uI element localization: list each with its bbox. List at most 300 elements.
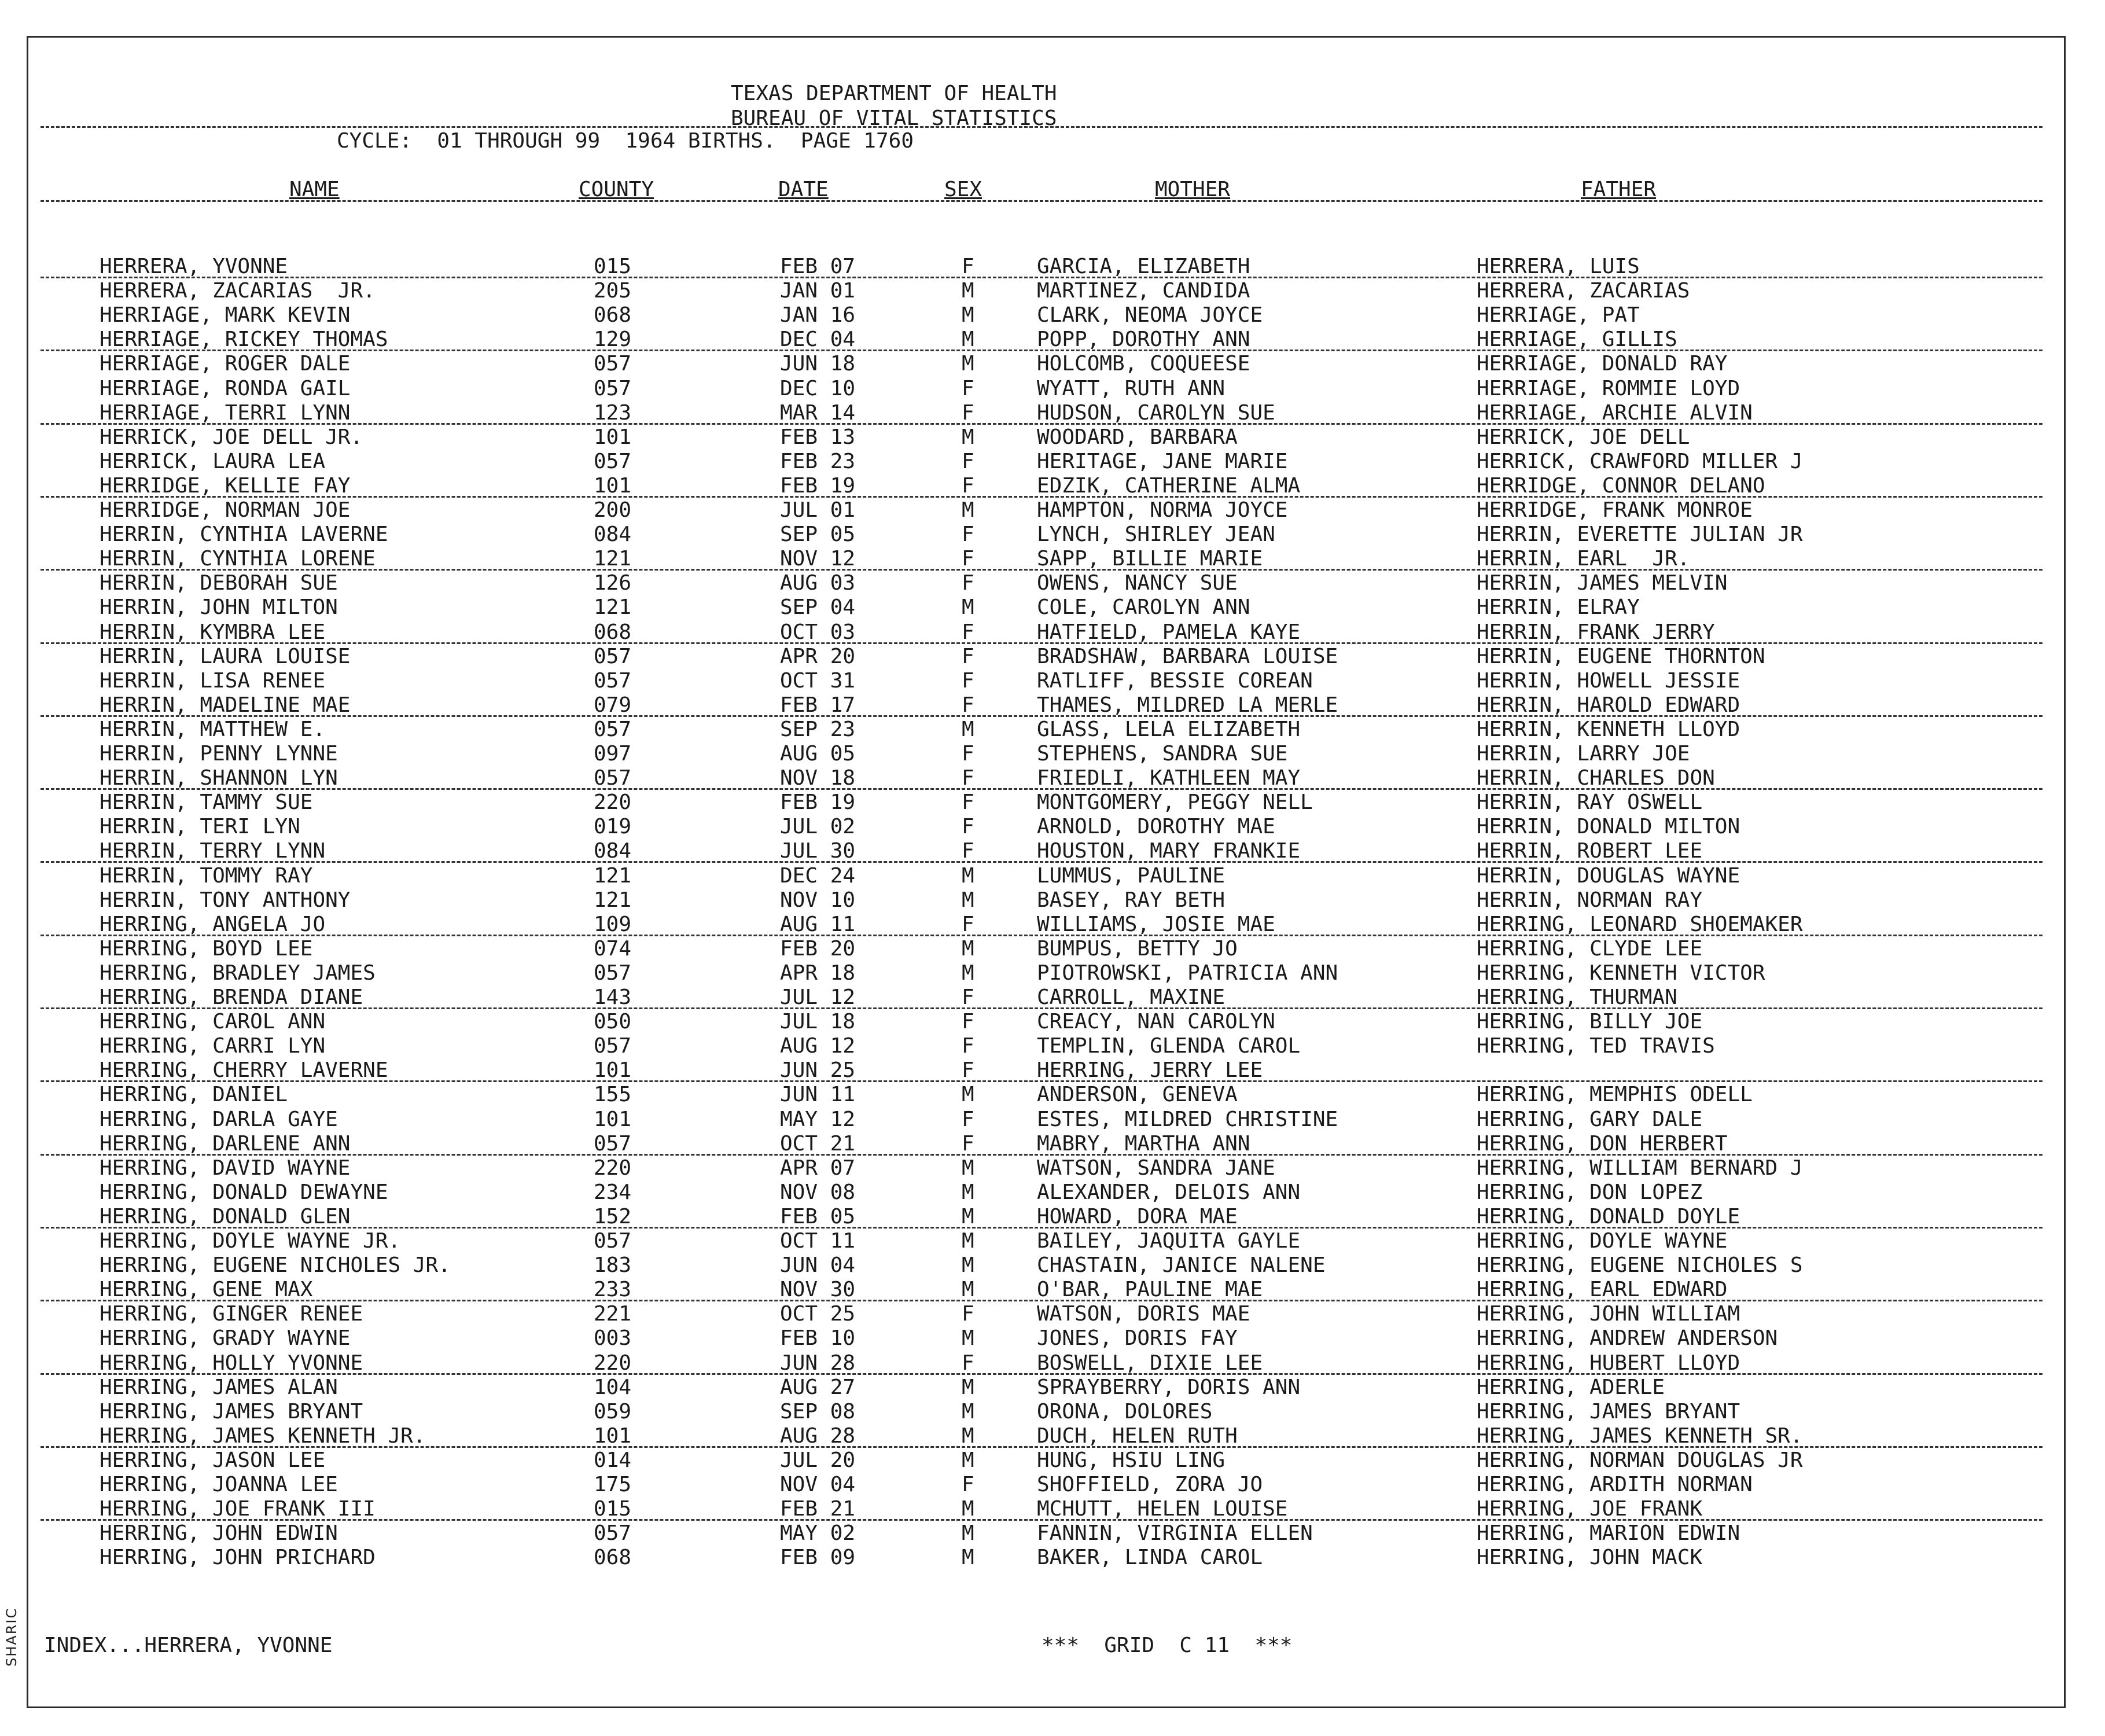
cell-date: AUG 12 [780,1034,856,1058]
cell-name: HERRIN, PENNY LYNNE [100,742,338,766]
cell-mother: LYNCH, SHIRLEY JEAN [1037,523,1275,547]
cell-name: HERRING, DARLA GAYE [100,1107,338,1131]
cell-father: HERRIAGE, ROMMIE LOYD [1477,376,1740,400]
cell-date: JUN 28 [780,1351,856,1375]
cell-name: HERRING, DONALD GLEN [100,1204,351,1229]
cell-name: HERRING, JOANNA LEE [100,1473,338,1496]
cell-father: HERRING, THURMAN [1477,985,1677,1009]
cell-sex: M [962,863,974,888]
cell-county: 057 [594,1229,632,1253]
cell-mother: HUNG, HSIU LING [1037,1448,1226,1472]
cell-father: HERRING, EARL EDWARD [1477,1278,1728,1302]
cell-mother: WOODARD, BARBARA [1037,425,1238,449]
cell-sex: M [962,888,974,912]
cell-sex: M [962,1156,974,1180]
cell-father: HERRING, MEMPHIS ODELL [1477,1083,1753,1107]
cell-name: HERRING, DAVID WAYNE [100,1156,351,1180]
cell-father: HERRICK, JOE DELL [1477,425,1690,449]
cell-date: JUL 20 [780,1448,856,1472]
cell-county: 015 [594,255,632,278]
cell-county: 121 [594,547,632,571]
cell-father: HERRIN, CHARLES DON [1477,766,1715,790]
cell-name: HERRIN, CYNTHIA LAVERNE [100,523,388,547]
cell-name: HERRIN, TERRY LYNN [100,839,326,863]
cell-date: AUG 28 [780,1424,856,1448]
cell-county: 200 [594,498,632,522]
cell-date: APR 20 [780,644,856,668]
cell-mother: TEMPLIN, GLENDA CAROL [1037,1034,1301,1058]
cell-date: FEB 13 [780,425,856,449]
cell-sex: F [962,620,974,644]
table-row [0,742,2105,766]
cell-date: NOV 10 [780,888,856,912]
cell-sex: F [962,985,974,1009]
cell-mother: HATFIELD, PAMELA KAYE [1037,620,1301,644]
table-row [0,352,2105,376]
cell-name: HERRING, DANIEL [100,1083,288,1107]
cell-sex: F [962,1131,974,1156]
cell-father: HERRING, ARDITH NORMAN [1477,1473,1753,1496]
cell-date: JUL 01 [780,498,856,522]
cell-sex: M [962,328,974,352]
cell-date: APR 07 [780,1156,856,1180]
cell-sex: F [962,1351,974,1375]
cell-mother: BRADSHAW, BARBARA LOUISE [1037,644,1338,668]
cell-name: HERRIN, TERI LYN [100,815,300,839]
cell-mother: HOWARD, DORA MAE [1037,1204,1238,1229]
cell-date: MAR 14 [780,400,856,425]
cell-county: 014 [594,1448,632,1472]
table-row [0,1375,2105,1400]
cell-date: AUG 11 [780,912,856,936]
cell-sex: F [962,1473,974,1496]
cell-name: HERRING, JOE FRANK III [100,1497,376,1521]
cell-county: 205 [594,279,632,303]
cell-sex: M [962,1448,974,1472]
column-header-county: COUNTY [579,178,654,201]
table-row [0,985,2105,1010]
cell-county: 129 [594,328,632,352]
cell-sex: F [962,1058,974,1083]
cell-father: HERRING, JAMES KENNETH SR. [1477,1424,1803,1448]
cell-mother: ARNOLD, DOROTHY MAE [1037,815,1275,839]
cell-father: HERRING, JAMES BRYANT [1477,1399,1740,1424]
cell-date: AUG 27 [780,1375,856,1399]
cell-date: NOV 12 [780,547,856,571]
table-row [0,913,2105,937]
cell-sex: F [962,473,974,498]
cell-mother: OWENS, NANCY SUE [1037,571,1238,595]
cell-date: JUL 18 [780,1010,856,1034]
table-row [0,1424,2105,1448]
table-row [0,377,2105,401]
cell-county: 175 [594,1473,632,1496]
cell-name: HERRERA, ZACARIAS JR. [100,279,376,303]
cell-mother: BASEY, RAY BETH [1037,888,1226,912]
cell-mother: CREACY, NAN CAROLYN [1037,1010,1275,1034]
table-row [0,1448,2105,1473]
cell-county: 183 [594,1253,632,1278]
row-separator [41,277,2043,278]
cell-date: OCT 31 [780,668,856,693]
cell-name: HERRING, CHERRY LAVERNE [100,1058,388,1083]
bureau-title: BUREAU OF VITAL STATISTICS [731,106,1057,130]
cell-mother: MABRY, MARTHA ANN [1037,1131,1250,1156]
cell-mother: WATSON, SANDRA JANE [1037,1156,1275,1180]
cell-mother: SAPP, BILLIE MARIE [1037,547,1263,571]
cell-name: HERRING, GRADY WAYNE [100,1326,351,1351]
cell-name: HERRIN, JOHN MILTON [100,595,338,620]
row-separator [41,496,2043,498]
table-row [0,1253,2105,1278]
cell-sex: F [962,255,974,278]
cell-date: FEB 07 [780,255,856,278]
cell-date: SEP 23 [780,717,856,741]
table-row [0,523,2105,547]
cell-county: 233 [594,1278,632,1302]
cell-county: 068 [594,620,632,644]
cell-name: HERRING, DARLENE ANN [100,1131,351,1156]
cell-date: SEP 04 [780,595,856,620]
cell-county: 109 [594,912,632,936]
cell-name: HERRING, CARRI LYN [100,1034,326,1058]
cell-name: HERRING, HOLLY YVONNE [100,1351,363,1375]
cell-name: HERRIDGE, NORMAN JOE [100,498,351,522]
cell-date: JUL 02 [780,815,856,839]
cell-mother: WILLIAMS, JOSIE MAE [1037,912,1275,936]
cell-date: FEB 09 [780,1546,856,1570]
cell-name: HERRIDGE, KELLIE FAY [100,473,351,498]
cell-county: 057 [594,644,632,668]
cell-mother: PIOTROWSKI, PATRICIA ANN [1037,961,1338,985]
cell-date: FEB 23 [780,449,856,473]
cell-county: 155 [594,1083,632,1107]
cell-sex: M [962,352,974,376]
cell-date: DEC 04 [780,328,856,352]
cell-father: HERRIN, ELRAY [1477,595,1640,620]
cell-name: HERRIN, DEBORAH SUE [100,571,338,595]
table-row [0,1546,2105,1570]
cell-county: 057 [594,1034,632,1058]
cell-sex: M [962,279,974,303]
cell-father: HERRING, WILLIAM BERNARD J [1477,1156,1803,1180]
cell-name: HERRING, JAMES BRYANT [100,1399,363,1424]
row-separator [41,569,2043,571]
column-header-date: DATE [778,178,829,201]
cell-date: SEP 05 [780,523,856,547]
cell-sex: M [962,1424,974,1448]
table-row [0,303,2105,328]
table-row [0,1034,2105,1058]
table-row [0,1010,2105,1034]
table-row [0,1205,2105,1229]
table-row [0,864,2105,888]
table-row [0,1497,2105,1521]
cell-date: FEB 20 [780,936,856,961]
cell-county: 079 [594,693,632,717]
row-separator [41,350,2043,351]
cell-county: 220 [594,790,632,815]
cell-sex: F [962,523,974,547]
table-row [0,255,2105,279]
row-separator [41,1373,2043,1375]
table-row [0,669,2105,693]
row-separator [41,1446,2043,1448]
cell-county: 126 [594,571,632,595]
cell-mother: ALEXANDER, DELOIS ANN [1037,1180,1301,1204]
cell-name: HERRIN, CYNTHIA LORENE [100,547,376,571]
cell-name: HERRING, CAROL ANN [100,1010,326,1034]
table-row [0,961,2105,985]
cell-father: HERRIN, HAROLD EDWARD [1477,693,1740,717]
cell-sex: F [962,1302,974,1326]
table-row [0,571,2105,595]
cell-mother: GARCIA, ELIZABETH [1037,255,1250,278]
cell-date: NOV 18 [780,766,856,790]
cell-county: 121 [594,595,632,620]
cell-mother: POPP, DOROTHY ANN [1037,328,1250,352]
cell-father: HERRIN, RAY OSWELL [1477,790,1703,815]
cell-county: 101 [594,425,632,449]
cell-date: JUN 04 [780,1253,856,1278]
cell-name: HERRIN, TOMMY RAY [100,863,313,888]
cell-name: HERRIAGE, MARK KEVIN [100,303,351,328]
cell-sex: F [962,400,974,425]
cell-date: JUN 25 [780,1058,856,1083]
cell-county: 221 [594,1302,632,1326]
table-row [0,1058,2105,1083]
cell-mother: GLASS, LELA ELIZABETH [1037,717,1301,741]
cell-date: JUL 30 [780,839,856,863]
cell-sex: F [962,376,974,400]
table-row [0,790,2105,815]
cell-father: HERRIN, EVERETTE JULIAN JR [1477,523,1803,547]
cell-county: 101 [594,473,632,498]
cell-county: 003 [594,1326,632,1351]
cell-date: FEB 10 [780,1326,856,1351]
cell-name: HERRING, JAMES KENNETH JR. [100,1424,426,1448]
cell-sex: M [962,1204,974,1229]
cell-father: HERRIN, DOUGLAS WAYNE [1477,863,1740,888]
cell-county: 059 [594,1399,632,1424]
cell-mother: HOUSTON, MARY FRANKIE [1037,839,1301,863]
table-row [0,1083,2105,1107]
cell-father: HERRIN, JAMES MELVIN [1477,571,1728,595]
cell-date: SEP 08 [780,1399,856,1424]
cell-mother: BAILEY, JAQUITA GAYLE [1037,1229,1301,1253]
cell-county: 220 [594,1156,632,1180]
cell-date: JUL 12 [780,985,856,1009]
table-row [0,766,2105,790]
cell-mother: HERITAGE, JANE MARIE [1037,449,1288,473]
cell-father: HERRING, HUBERT LLOYD [1477,1351,1740,1375]
cell-father: HERRING, ANDREW ANDERSON [1477,1326,1778,1351]
cell-sex: M [962,1229,974,1253]
row-separator [41,1154,2043,1156]
table-row [0,1229,2105,1253]
row-separator [41,1300,2043,1301]
table-row [0,1351,2105,1375]
cycle-line: CYCLE: 01 THROUGH 99 1964 BIRTHS. PAGE 1760 [337,129,914,153]
cell-county: 068 [594,1546,632,1570]
department-title: TEXAS DEPARTMENT OF HEALTH [731,82,1057,105]
cell-father: HERRING, BILLY JOE [1477,1010,1703,1034]
table-row [0,595,2105,620]
cell-sex: F [962,547,974,571]
table-row [0,1180,2105,1205]
cell-date: AUG 03 [780,571,856,595]
table-row [0,1156,2105,1180]
cell-sex: F [962,449,974,473]
cell-mother: FRIEDLI, KATHLEEN MAY [1037,766,1301,790]
cell-father: HERRIN, ROBERT LEE [1477,839,1703,863]
cell-county: 015 [594,1497,632,1521]
cell-mother: DUCH, HELEN RUTH [1037,1424,1238,1448]
table-row [0,1278,2105,1302]
cell-father: HERRIAGE, ARCHIE ALVIN [1477,400,1753,425]
cell-sex: M [962,961,974,985]
cell-date: MAY 12 [780,1107,856,1131]
cell-father: HERRIAGE, PAT [1477,303,1640,328]
cell-father: HERRIN, EUGENE THORNTON [1477,644,1765,668]
row-separator [41,642,2043,644]
cell-sex: M [962,1180,974,1204]
column-header-father: FATHER [1581,178,1657,201]
cell-mother: SHOFFIELD, ZORA JO [1037,1473,1263,1496]
cell-father: HERRING, DON LOPEZ [1477,1180,1703,1204]
cell-county: 057 [594,961,632,985]
cell-mother: EDZIK, CATHERINE ALMA [1037,473,1301,498]
cell-date: FEB 21 [780,1497,856,1521]
cell-mother: HOLCOMB, COQUEESE [1037,352,1250,376]
footer-index: INDEX...HERRERA, YVONNE [44,1634,333,1657]
cell-sex: F [962,839,974,863]
table-row [0,1473,2105,1497]
cell-county: 121 [594,888,632,912]
cell-mother: SPRAYBERRY, DORIS ANN [1037,1375,1301,1399]
cell-sex: M [962,498,974,522]
cell-date: JAN 16 [780,303,856,328]
column-header-mother: MOTHER [1155,178,1231,201]
cell-mother: WATSON, DORIS MAE [1037,1302,1250,1326]
cell-date: FEB 05 [780,1204,856,1229]
table-row [0,839,2105,863]
cell-county: 101 [594,1424,632,1448]
cell-sex: M [962,1253,974,1278]
table-row [0,279,2105,303]
cell-date: JUN 11 [780,1083,856,1107]
table-row [0,1326,2105,1351]
row-separator [41,715,2043,717]
cell-sex: M [962,425,974,449]
row-separator [41,423,2043,425]
cell-sex: F [962,1010,974,1034]
cell-mother: MONTGOMERY, PEGGY NELL [1037,790,1313,815]
cell-county: 068 [594,303,632,328]
cell-name: HERRIAGE, RONDA GAIL [100,376,351,400]
cell-date: NOV 08 [780,1180,856,1204]
cell-mother: RATLIFF, BESSIE COREAN [1037,668,1313,693]
cell-sex: M [962,1278,974,1302]
cell-mother: CARROLL, MAXINE [1037,985,1226,1009]
cell-mother: BOSWELL, DIXIE LEE [1037,1351,1263,1375]
cell-date: DEC 10 [780,376,856,400]
cell-father: HERRIN, NORMAN RAY [1477,888,1703,912]
cell-father: HERRERA, ZACARIAS [1477,279,1690,303]
cell-father: HERRING, KENNETH VICTOR [1477,961,1765,985]
cell-sex: F [962,668,974,693]
cell-sex: F [962,1107,974,1131]
cell-date: JAN 01 [780,279,856,303]
cell-date: OCT 03 [780,620,856,644]
cell-county: 101 [594,1058,632,1083]
cell-mother: WYATT, RUTH ANN [1037,376,1226,400]
cell-mother: FANNIN, VIRGINIA ELLEN [1037,1521,1313,1546]
cell-name: HERRING, ANGELA JO [100,912,326,936]
cell-father: HERRING, ADERLE [1477,1375,1665,1399]
cell-name: HERRING, GENE MAX [100,1278,313,1302]
cell-mother: ORONA, DOLORES [1037,1399,1213,1424]
cell-county: 057 [594,1521,632,1546]
table-row [0,401,2105,425]
cell-name: HERRIN, MADELINE MAE [100,693,351,717]
cell-county: 057 [594,766,632,790]
cell-county: 057 [594,376,632,400]
row-separator [41,1519,2043,1521]
cell-father: HERRICK, CRAWFORD MILLER J [1477,449,1803,473]
cell-county: 019 [594,815,632,839]
cell-name: HERRIN, TONY ANTHONY [100,888,351,912]
cell-date: OCT 11 [780,1229,856,1253]
cell-mother: CLARK, NEOMA JOYCE [1037,303,1263,328]
cell-father: HERRING, JOE FRANK [1477,1497,1703,1521]
cell-county: 050 [594,1010,632,1034]
cell-county: 057 [594,352,632,376]
row-separator [41,1007,2043,1009]
cell-sex: F [962,644,974,668]
cell-name: HERRING, JAMES ALAN [100,1375,338,1399]
row-separator [41,1080,2043,1082]
cell-mother: LUMMUS, PAULINE [1037,863,1226,888]
cell-father: HERRING, MARION EDWIN [1477,1521,1740,1546]
row-separator [41,788,2043,790]
cell-name: HERRERA, YVONNE [100,255,288,278]
cell-county: 143 [594,985,632,1009]
cell-sex: M [962,1497,974,1521]
cell-father: HERRIN, FRANK JERRY [1477,620,1715,644]
cell-mother: COLE, CAROLYN ANN [1037,595,1250,620]
cell-name: HERRING, BRENDA DIANE [100,985,363,1009]
cell-mother: HUDSON, CAROLYN SUE [1037,400,1275,425]
cell-name: HERRIN, LAURA LOUISE [100,644,351,668]
cell-father: HERRIN, KENNETH LLOYD [1477,717,1740,741]
cell-county: 057 [594,1131,632,1156]
side-label: SHARIC [3,1607,20,1667]
cell-name: HERRIAGE, RICKEY THOMAS [100,328,388,352]
cell-county: 097 [594,742,632,766]
cell-mother: STEPHENS, SANDRA SUE [1037,742,1288,766]
cell-mother: HERRING, JERRY LEE [1037,1058,1263,1083]
table-row [0,1132,2105,1156]
cell-sex: F [962,1034,974,1058]
cell-name: HERRIAGE, TERRI LYNN [100,400,351,425]
cell-mother: ESTES, MILDRED CHRISTINE [1037,1107,1338,1131]
cell-county: 074 [594,936,632,961]
cell-mother: ANDERSON, GENEVA [1037,1083,1238,1107]
row-separator [41,861,2043,863]
cell-name: HERRING, BRADLEY JAMES [100,961,376,985]
table-row [0,718,2105,742]
